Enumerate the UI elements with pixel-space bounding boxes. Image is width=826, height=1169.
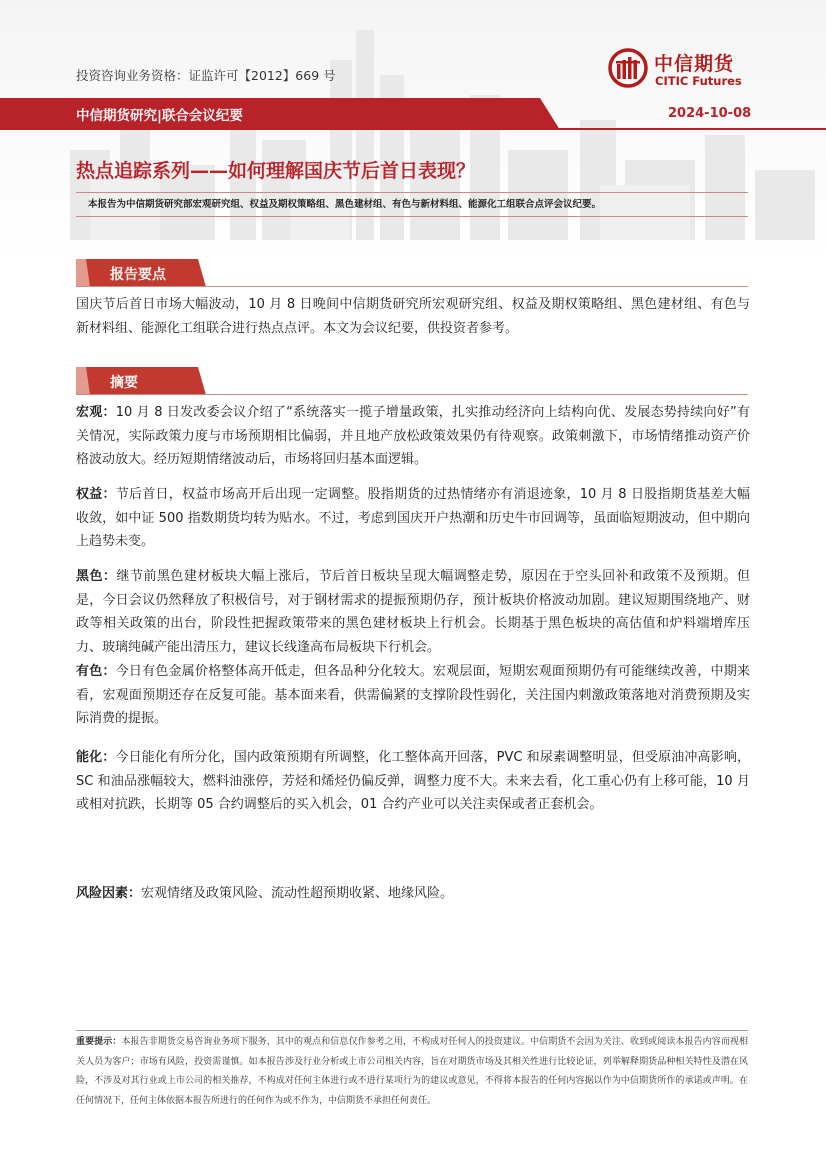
summary-rule [76, 394, 748, 395]
footer-rule [76, 1030, 748, 1031]
summary-energy-label: 能化： [76, 750, 116, 765]
summary-ferrous-text: 继节前黑色建材板块大幅上涨后，节后首日板块呈现大幅调整走势，原因在于空头回补和政策不及预期。但是，今日会议仍然释放了积极信号，对于钢材需求的提振预期仍存，预计板块价格波动加剧。建议短期围绕地产、财政等相关政策的出台，阶段性把握政策带来的黑色建材板块上行机会。长期基于黑色板块的高估值和炉料端增库压力、玻璃纯碱产能出清压力，建议长线逢高布局板块下行机会。 [76, 569, 750, 655]
disclaimer-label: 重要提示： [76, 1037, 122, 1047]
tag-chevron [76, 367, 90, 395]
title-rule-top [76, 192, 748, 193]
citic-futures-logo [608, 48, 758, 92]
risk-factors-text: 宏观情绪及政策风险、流动性超预期收紧、地缘风险。 [141, 886, 454, 901]
skyline-illustration [0, 0, 826, 260]
summary-macro-label: 宏观： [76, 405, 116, 420]
header-skyline-background [0, 0, 826, 260]
key-points-rule [76, 286, 748, 287]
citic-logo-icon [608, 48, 648, 88]
summary-nonferrous-label: 有色： [76, 664, 116, 679]
summary-energy-chemicals [76, 746, 750, 817]
logo-chinese-name: 中信期货 [654, 53, 735, 75]
risk-factors-label: 风险因素： [76, 886, 142, 901]
title-rule-bottom [76, 216, 748, 217]
key-points-text: 国庆节后首日市场大幅波动，10 月 8 日晚间中信期货研究所宏观研究组、权益及期权策略组、黑色建材组、有色与新材料组、能源化工组联合进行热点点评。本文为会议纪要，供投资者参考。 [76, 297, 750, 336]
report-date: 2024-10-08 [668, 106, 752, 121]
summary-nonferrous-text: 今日有色金属价格整体高开低走，但各品种分化较大。宏观层面，短期宏观面预期仍有可能继续改善，中期来看，宏观面预期还存在反复可能。基本面来看，供需偏紧的支撑阶段性弱化，关注国内刺激政策落地对消费预期及实际消费的提振。 [76, 664, 750, 726]
summary-equity-text: 节后首日，权益市场高开后出现一定调整。股指期货的过热情绪亦有消退迹象，10 月 8 日股指期货基差大幅收敛，如中证 500 指数期货均转为贴水。不过，考虑到国庆开户热潮和历史牛市回调等，虽面临短期波动，但中期向上趋势未变。 [76, 487, 750, 549]
disclaimer-text: 本报告非期货交易咨询业务项下服务，其中的观点和信息仅作参考之用，不构成对任何人的投资建议。中信期货不会因为关注、收到或阅读本报告内容而视相关人员为客户；市场有风险，投资需谨慎。如本报告涉及行业分析或上市公司相关内容，旨在对期货市场及其相关性进行比较论证，列举解释期货品种相关特性及潜在风险，不涉及对其行业或上市公司的相关推荐，不构成对任何主体进行或不进行某项行为的建议或意见，不得将本报告的任何内容据以作为中信期货所作的承诺或声明。在任何情况下，任何主体依据本报告所进行的任何作为或不作为，中信期货不承担任何责任。 [76, 1037, 748, 1106]
summary-macro-text: 10 月 8 日发改委会议介绍了“系统落实一揽子增量政策，扎实推动经济向上结构向优、发展态势持续向好”有关情况，实际政策力度与市场预期相比偏弱，并且地产放松政策效果仍有待观察。政策刺激下，市场情绪推动资产价格波动放大。经历短期情绪波动后，市场将回归基本面逻辑。 [76, 405, 750, 467]
report-type-label: 中信期货研究|联合会议纪要 [76, 108, 243, 124]
summary-equity [76, 483, 750, 554]
tag-chevron [76, 259, 90, 287]
summary-nonferrous [76, 660, 750, 731]
key-points-heading: 报告要点 [110, 267, 166, 283]
report-intro: 本报告为中信期货研究部宏观研究组、权益及期权策略组、黑色建材组、有色与新材料组、能源化工组联合点评会议纪要。 [88, 199, 602, 210]
summary-energy-text: 今日能化有所分化，国内政策预期有所调整，化工整体高开回落，PVC 和尿素调整明显，但受原油冲高影响，SC 和油品涨幅较大，燃料油涨停，芳烃和烯烃仍偏反弹，调整力度不大。未来去看，化工重心仍有上移可能，10 月或相对抗跌，长期等 05 合约调整后的买入机会，01 合约产业可以关注卖保或者正套机会。 [76, 750, 750, 812]
summary-ferrous [76, 565, 750, 659]
summary-tag [76, 367, 206, 395]
summary-equity-label: 权益： [76, 487, 116, 502]
summary-heading: 摘要 [110, 375, 138, 391]
license-statement: 投资咨询业务资格：证监许可【2012】669 号 [76, 68, 336, 83]
disclaimer [76, 1033, 748, 1111]
risk-factors [76, 882, 750, 906]
logo-english-name: CITIC Futures [655, 74, 742, 88]
summary-ferrous-label: 黑色： [76, 569, 117, 584]
report-title: 热点追踪系列——如何理解国庆节后首日表现？ [76, 160, 476, 182]
header-red-rule [540, 128, 826, 130]
summary-macro [76, 401, 750, 472]
